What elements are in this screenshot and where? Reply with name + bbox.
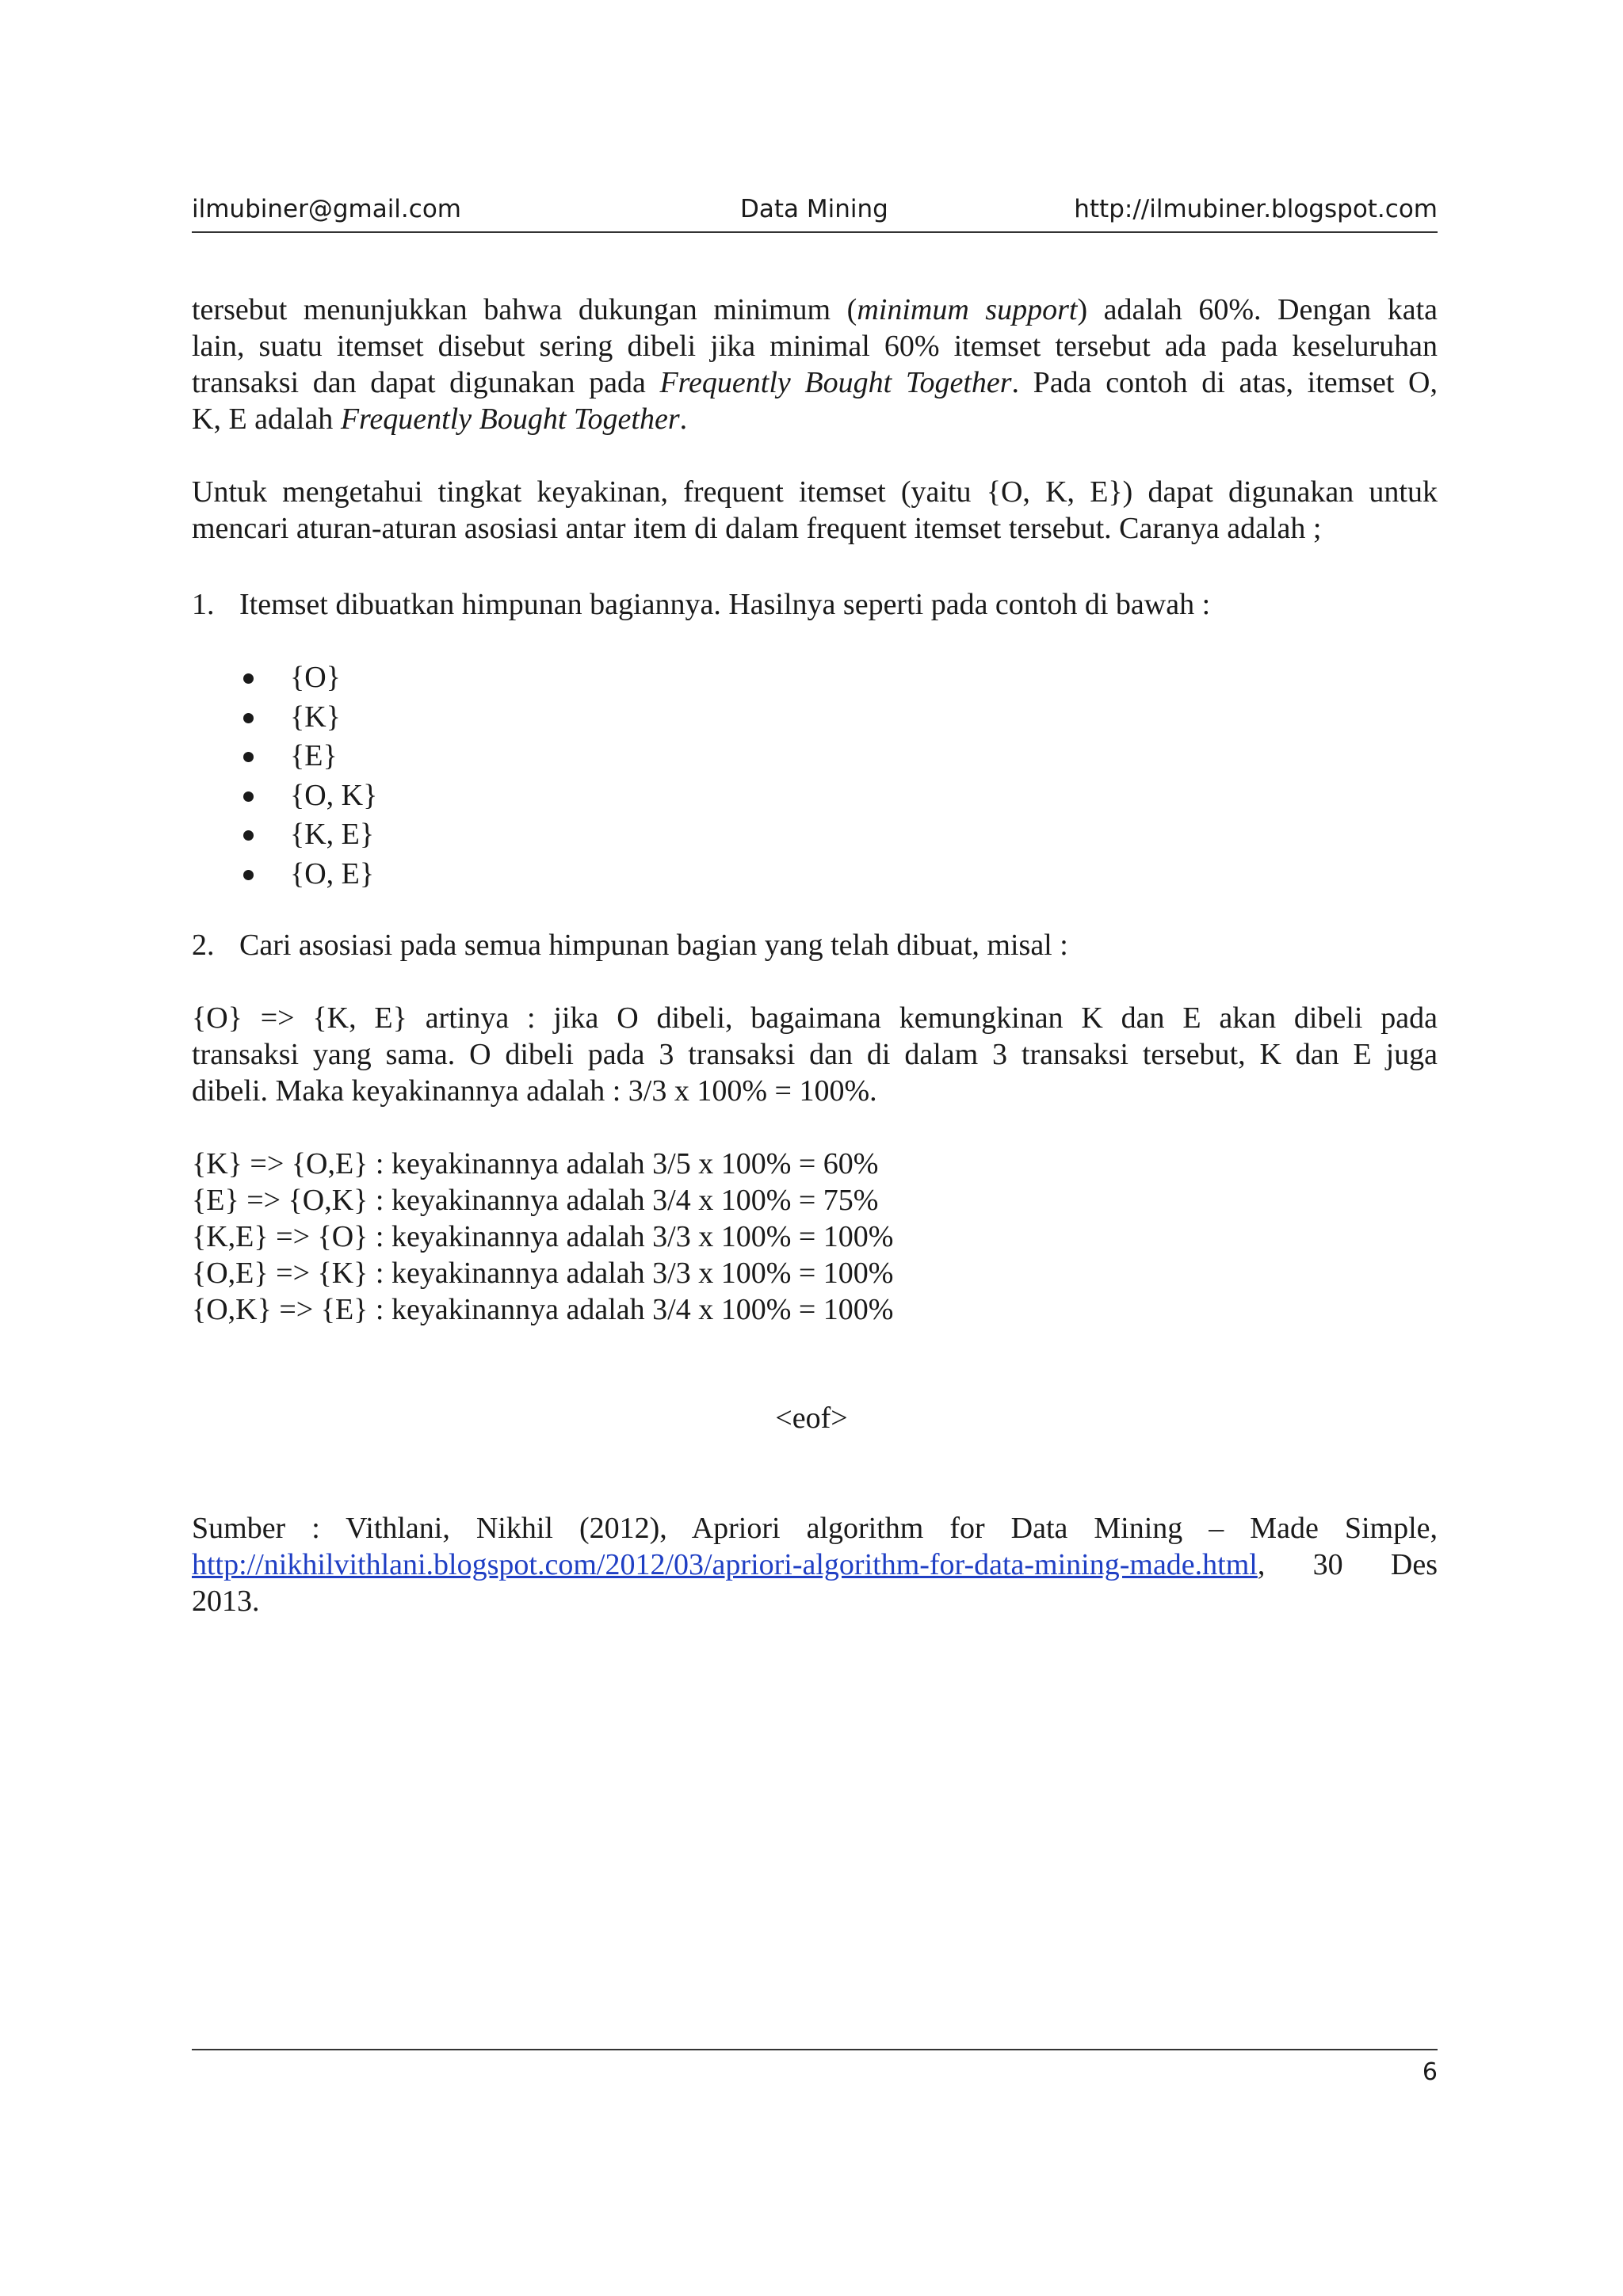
rules-list <box>192 1146 1438 1328</box>
paragraph-line: K, E adalah Frequently Bought Together. <box>192 402 688 436</box>
bullet-icon <box>243 830 254 841</box>
paragraph-line: transaksi yang sama. O dibeli pada 3 transaksi dan di dalam 3 transaksi tersebut, K dan E juga <box>192 1038 1438 1071</box>
paragraph-line: dibeli. Maka keyakinannya adalah : 3/3 x 100% = 100%. <box>192 1074 877 1108</box>
page-header <box>192 195 1438 235</box>
citation-line: Sumber : Vithlani, Nikhil (2012), Apriori algorithm for Data Mining – Made Simple, <box>192 1512 1438 1545</box>
footer-rule <box>192 2049 1438 2050</box>
paragraph-line: transaksi dan dapat digunakan pada Frequently Bought Together. Pada contoh di atas, itemset O, <box>192 366 1438 399</box>
citation-line: 2013. <box>192 1585 260 1618</box>
step-number: 2. <box>192 929 215 962</box>
rule-line: {O,E} => {K} : keyakinannya adalah 3/3 x 100% = 100% <box>192 1257 894 1290</box>
header-rule <box>192 231 1438 233</box>
paragraph-line: {O} => {K, E} artinya : jika O dibeli, bagaimana kemungkinan K dan E akan dibeli pada <box>192 1001 1438 1035</box>
page-number: 6 <box>1422 2058 1438 2086</box>
bullet-icon <box>243 752 254 762</box>
bullet-icon <box>243 791 254 802</box>
step-text: Itemset dibuatkan himpunan bagiannya. Hasilnya seperti pada contoh di bawah : <box>239 588 1211 621</box>
paragraph-line: mencari aturan-aturan asosiasi antar item di dalam frequent itemset tersebut. Caranya adalah ; <box>192 512 1322 545</box>
step-1 <box>192 586 1210 623</box>
rule-line: {E} => {O,K} : keyakinannya adalah 3/4 x 100% = 75% <box>192 1184 879 1217</box>
rule-line: {O,K} => {E} : keyakinannya adalah 3/4 x 100% = 100% <box>192 1293 894 1326</box>
rule-line: {K} => {O,E} : keyakinannya adalah 3/5 x 100% = 60% <box>192 1147 879 1180</box>
source-citation <box>192 1510 1438 1619</box>
document-page: ilmubiner@gmail.com Data Mining http://ilmubiner.blogspot.com tersebut menunjukkan bahwa dukungan minimum (minimum support) adalah 60%. Dengan kata lain, suatu itemset disebut sering dibeli jika minimal 60% itemset tersebut ada pada keseluruhan transaksi dan dapat digunakan pada Frequently Bought Together. Pada contoh di atas, itemset O, K, E adalah Frequently Bought Together. Untuk mengetahui tingkat keyakinan, frequent itemset (yaitu {O, K, E}) dapat digunakan untuk mencari aturan-aturan asosiasi antar item di dalam frequent itemset tersebut. Caranya adalah ; 1. Itemset dibuatkan himpunan bagiannya. Hasilnya seperti pada contoh di bawah : {O} {K} {E} {O, K} {K, E} {O, E} 2. Cari asosiasi pada semua himpunan bagian yang telah dibuat, misal : {O} => {K, E} artinya : jika O dibeli, bagaimana kemungkinan K dan E akan dibeli pada transaksi yang sama. O dibeli pada 3 transaksi dan di dalam 3 transaksi tersebut, K dan E juga dibeli. Maka keyakinannya adalah : 3/3 x 100% = 100%. {K} => {O,E} : keyakinannya adalah 3/5 x 100% = 60% {E} => {O,K} : keyakinannya adalah 3/4 x 100% = 75% {K,E} => {O} : keyakinannya adalah 3/3 x 100% = 100% {O,E} => {K} : keyakinannya adalah 3/3 x 100% = 100% {O,K} => {E} : keyakinannya adalah 3/4 x 100% = 100% <eof> Sumber : Vithlani, Nikhil (2012), Apriori algorithm for Data Mining – Made Simple, http://nikhilvithlani.blogspot.com/2012/03/apriori-algorithm-for-data-mining-made.html, 30 Des 2013. 6 <box>0 0 1623 2296</box>
end-of-file-marker: <eof> <box>775 1402 848 1435</box>
step-2 <box>192 927 1068 963</box>
source-link[interactable]: http://nikhilvithlani.blogspot.com/2012/03/apriori-algorithm-for-data-mining-made.html <box>192 1548 1258 1581</box>
paragraph-line: Untuk mengetahui tingkat keyakinan, frequent itemset (yaitu {O, K, E}) dapat digunakan untuk <box>192 475 1438 509</box>
step-number: 1. <box>192 588 215 621</box>
citation-line: http://nikhilvithlani.blogspot.com/2012/03/apriori-algorithm-for-data-mining-made.html, 30 Des <box>192 1548 1438 1581</box>
step-text: Cari asosiasi pada semua himpunan bagian yang telah dibuat, misal : <box>239 929 1068 962</box>
bullet-icon <box>243 870 254 880</box>
header-title: Data Mining <box>740 195 888 223</box>
header-url: http://ilmubiner.blogspot.com <box>1074 195 1438 223</box>
paragraph-confidence <box>192 474 1438 547</box>
paragraph-line: tersebut menunjukkan bahwa dukungan minimum (minimum support) adalah 60%. Dengan kata <box>192 293 1438 326</box>
paragraph-line: lain, suatu itemset disebut sering dibeli jika minimal 60% itemset tersebut ada pada keseluruhan <box>192 330 1438 363</box>
rule-line: {K,E} => {O} : keyakinannya adalah 3/3 x 100% = 100% <box>192 1220 894 1253</box>
paragraph-support <box>192 292 1438 437</box>
paragraph-example <box>192 1000 1438 1109</box>
header-email: ilmubiner@gmail.com <box>192 195 461 223</box>
bullet-icon <box>243 713 254 723</box>
bullet-icon <box>243 673 254 684</box>
